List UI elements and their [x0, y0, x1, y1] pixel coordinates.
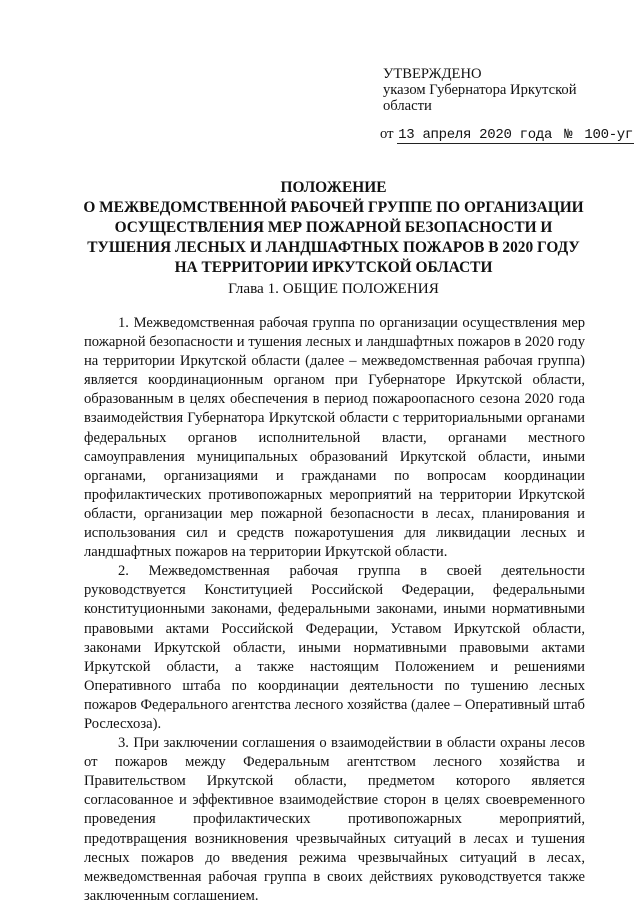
document-title	[60, 178, 607, 278]
title-line-4: ТУШЕНИЯ ЛЕСНЫХ И ЛАНДШАФТНЫХ ПОЖАРОВ В 2020 ГОДУ	[87, 239, 580, 256]
title-line-5: НА ТЕРРИТОРИИ ИРКУТСКОЙ ОБЛАСТИ	[174, 259, 493, 276]
paragraph-2: 2. Межведомственная рабочая группа в своей деятельности руководствуется Конституцией Российской Федерации, федеральными конституционными законами, федеральными законами, иными нормативными правовыми актами Российской Федерации, Уставом Иркутской области, законами Иркутской области, иными нормативными правовыми актами Иркутской области, а также настоящим Положением и решениями Оперативного штаба по координации деятельности по тушению лесных пожаров Федерального агентства лесного хозяйства (далее – Оперативный штаб Рослесхоза).	[84, 563, 585, 732]
approval-date-line	[380, 126, 634, 143]
title-line-2: О МЕЖВЕДОМСТВЕННОЙ РАБОЧЕЙ ГРУППЕ ПО ОРГАНИЗАЦИИ	[83, 199, 584, 216]
number-sign: №	[564, 127, 573, 143]
approval-region: области	[383, 98, 432, 114]
document-body	[84, 314, 585, 906]
paragraph-3: 3. При заключении соглашения о взаимодействии в области охраны лесов от пожаров между Федеральным агентством лесного хозяйства и Правительством Иркутской области, предметом которого является согласованное и эффективное взаимодействие сторон в целях своевременного проведения профилактических противопожарных мероприятий, предотвращения возникновения чрезвычайных ситуаций в лесах и тушения лесных пожаров до введения режима чрезвычайных ситуаций в лесах, межведомственная рабочая группа в своих действиях руководствуется также заключенным соглашением.	[84, 735, 585, 904]
paragraph-1: 1. Межведомственная рабочая группа по организации осуществления мер пожарной безопасности и тушения лесных и ландшафтных пожаров в 2020 году на территории Иркутской области (далее – межведомственная рабочая группа) является координационным органом при Губернаторе Иркутской области, образованным в целях обеспечения в период пожароопасного сезона 2020 года взаимодействия Губернатора Иркутской области с территориальными органами федеральных органов исполнительной власти, органами местного самоуправления муниципальных образований Иркутской области, иными органами, организациями и гражданами по вопросам координации профилактических противопожарных мероприятий на территории Иркутской области, организации мер пожарной безопасности в лесах, планирования и использования сил и средств пожаротушения для ликвидации лесных и ландшафтных пожаров на территории Иркутской области.	[84, 315, 585, 561]
title-line-3: ОСУЩЕСТВЛЕНИЯ МЕР ПОЖАРНОЙ БЕЗОПАСНОСТИ И	[114, 219, 553, 236]
approval-heading: УТВЕРЖДЕНО	[383, 66, 482, 82]
title-line-1: ПОЛОЖЕНИЕ	[280, 179, 387, 196]
chapter-heading: Глава 1. ОБЩИЕ ПОЛОЖЕНИЯ	[228, 280, 439, 297]
approval-stamp	[383, 66, 577, 114]
number-sign-space	[553, 127, 563, 144]
decree-number: 100-уг	[584, 127, 634, 143]
number-space	[573, 127, 583, 144]
date-value: 13 апреля 2020 года	[398, 127, 553, 143]
approval-authority: указом Губернатора Иркутской	[383, 82, 577, 98]
date-prefix: от	[380, 126, 394, 142]
